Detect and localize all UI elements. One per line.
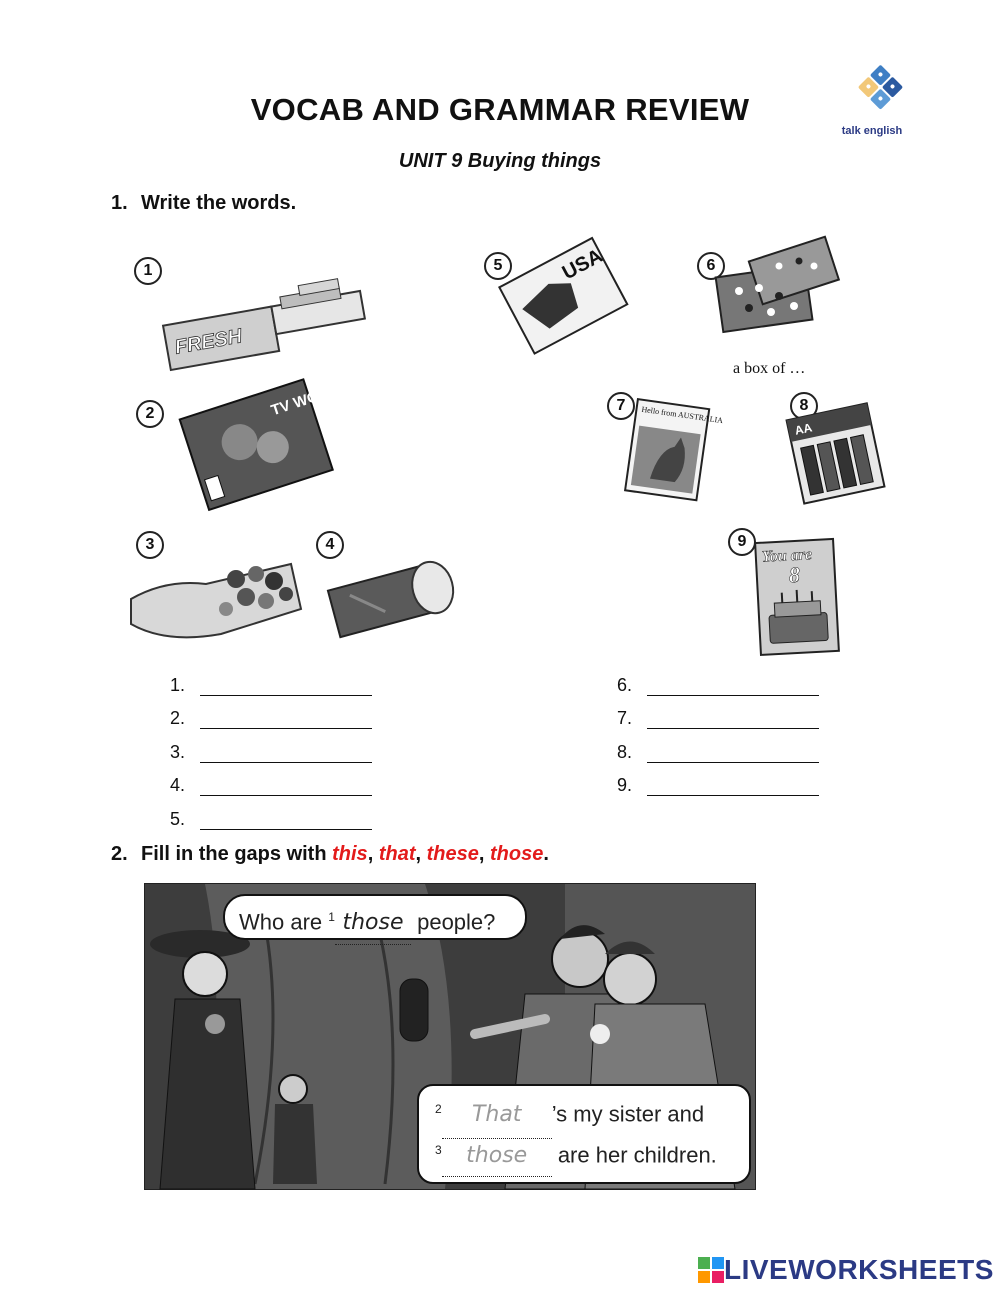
picture-number-badge: 9 (728, 528, 756, 556)
answer-line-6 (617, 675, 819, 696)
australia-postcard-image (619, 396, 724, 506)
birthday-card-image (750, 536, 842, 658)
answer-line-9 (617, 775, 819, 796)
gap-1-number: 1 (328, 910, 335, 924)
section-1-number: 1. (111, 192, 128, 214)
battery-label-text: AA (793, 420, 814, 438)
logo-mark-icon (836, 62, 908, 122)
separator: , (478, 843, 490, 865)
picture-number-badge: 8 (790, 392, 818, 420)
answer-line-4 (170, 775, 372, 796)
answer-blank[interactable] (200, 811, 372, 830)
answer-blank[interactable] (200, 744, 372, 763)
page-subtitle: UNIT 9 Buying things (398, 150, 602, 172)
liveworksheets-brand-text: LIVEWORKSHEETS (724, 1254, 994, 1285)
answer-number: 9. (617, 775, 633, 795)
gap-1-answer[interactable]: those (335, 902, 411, 945)
picture-number-badge: 6 (697, 252, 725, 280)
section-1-heading (111, 192, 296, 215)
answer-blank[interactable] (647, 710, 819, 729)
picture-number-badge: 3 (136, 531, 164, 559)
liveworksheets-icon (698, 1257, 724, 1283)
answer-number: 8. (617, 742, 633, 762)
answer-number: 3. (170, 742, 186, 762)
box-of-chocolates-image (709, 236, 844, 346)
page-title: VOCAB AND GRAMMAR REVIEW (250, 92, 750, 127)
separator: , (415, 843, 427, 865)
gap-3-number: 3 (435, 1143, 442, 1157)
magazine-image (172, 378, 351, 512)
bubble-3-text-after: are her children. (557, 1142, 717, 1168)
speech-bubble-2 (417, 1084, 751, 1184)
picture-number-badge: 2 (136, 400, 164, 428)
card-text-line1: You are (761, 546, 813, 566)
gap-3-answer[interactable]: those (442, 1136, 552, 1177)
picture-number-badge: 7 (607, 392, 635, 420)
picture-number-badge: 4 (316, 531, 344, 559)
card-text-line2: 8 (788, 561, 801, 588)
bubble-2-text-after: ’s my sister and (551, 1101, 705, 1127)
picture-6-caption: a box of … (733, 360, 806, 377)
logo-text: talk english (841, 125, 903, 137)
picture-number-badge: 5 (484, 252, 512, 280)
bubble-1-text-after: people? (417, 909, 496, 935)
answer-line-1 (170, 675, 372, 696)
section-1-instruction: Write the words. (141, 192, 297, 214)
answer-line-5 (170, 809, 372, 830)
section-2-instruction: Fill in the gaps with (141, 843, 333, 865)
answer-line-3 (170, 742, 372, 763)
answer-blank[interactable] (200, 677, 372, 696)
answer-number: 2. (170, 708, 186, 728)
magazine-title-text: TV WORLD (269, 378, 351, 420)
batteries-pack-image (780, 396, 890, 506)
postcard-australia-text: Hello from AUSTRALIA (640, 404, 724, 426)
word-those: those (489, 843, 544, 865)
bubble-1-text-before: Who are (239, 909, 323, 935)
separator: , (367, 843, 379, 865)
answer-number: 6. (617, 675, 633, 695)
gap-2-number: 2 (435, 1102, 442, 1116)
answer-blank[interactable] (200, 710, 372, 729)
talk-english-logo (836, 62, 908, 137)
answer-blank[interactable] (647, 677, 819, 696)
answer-number: 5. (170, 809, 186, 829)
map-postcard-image (496, 238, 631, 353)
postcard-text: USA (558, 244, 607, 285)
answer-line-8 (617, 742, 819, 763)
speech-bubble-1 (223, 894, 527, 940)
word-that: that (378, 843, 416, 865)
answer-number: 1. (170, 675, 186, 695)
section-2-heading (111, 843, 549, 866)
liveworksheets-footer (698, 1254, 994, 1286)
section-2-number: 2. (111, 843, 128, 865)
answer-line-7 (617, 708, 819, 729)
word-these: these (426, 843, 479, 865)
gap-2-answer[interactable]: That (442, 1092, 552, 1139)
bubble-line-3 (435, 1130, 749, 1174)
roll-of-mints-image (321, 544, 466, 644)
answer-blank[interactable] (200, 777, 372, 796)
bubble-line-2 (435, 1086, 749, 1130)
answer-blank[interactable] (647, 744, 819, 763)
chewing-gum-pack-image (155, 278, 375, 378)
answer-blank[interactable] (647, 777, 819, 796)
gum-brand-text: FRESH (173, 325, 244, 359)
answer-line-2 (170, 708, 372, 729)
answer-number: 7. (617, 708, 633, 728)
bag-of-sweets-image (126, 539, 306, 649)
comic-illustration (144, 883, 756, 1190)
picture-number-badge: 1 (134, 257, 162, 285)
period: . (543, 843, 549, 865)
word-this: this (332, 843, 368, 865)
answer-number: 4. (170, 775, 186, 795)
